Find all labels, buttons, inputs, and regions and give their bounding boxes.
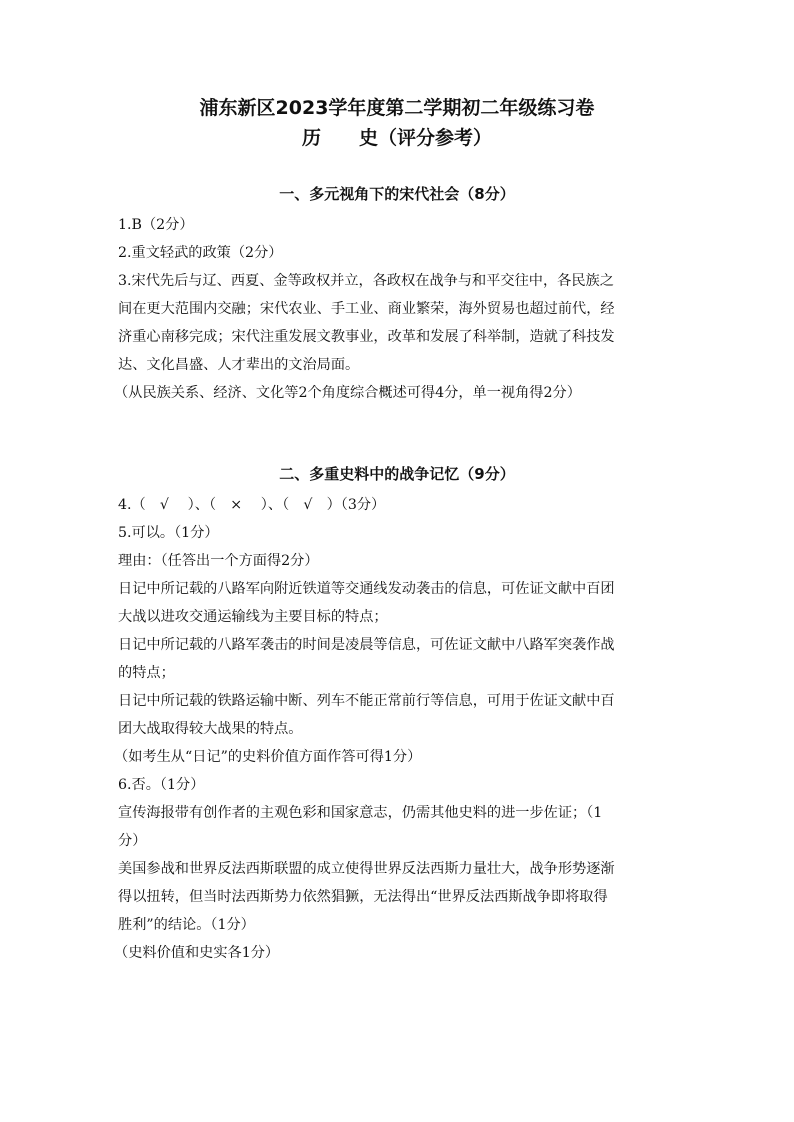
answer-line: 得以扭转，但当时法西斯势力依然猖獗，无法得出“世界反法西斯战争即将取得 bbox=[118, 889, 608, 905]
answer-line: 2.重文轻武的政策（2分） bbox=[118, 245, 283, 261]
section-body-song-society bbox=[114, 211, 680, 407]
answer-line: 团大战取得较大战果的特点。 bbox=[118, 721, 303, 737]
scoring-note: （从民族关系、经济、文化等2个角度综合概述可得4分，单一视角得2分） bbox=[114, 385, 581, 401]
answer-line: 胜利”的结论。（1分） bbox=[118, 917, 255, 933]
answer-line: 3.宋代先后与辽、西夏、金等政权并立，各政权在战争与和平交往中，各民族之 bbox=[118, 273, 614, 289]
answer-line: 的特点； bbox=[118, 665, 175, 681]
answer-line: 分） bbox=[118, 833, 147, 849]
answer-line: 宣传海报带有创作者的主观色彩和国家意志，仍需其他史料的进一步佐证；（1 bbox=[118, 805, 603, 821]
answer-line: 达、文化昌盛、人才辈出的文治局面。 bbox=[118, 357, 360, 373]
answer-line: 日记中所记载的八路军袭击的时间是凌晨等信息，可佐证文献中八路军突袭作战 bbox=[118, 637, 615, 653]
answer-line: 日记中所记载的八路军向附近铁道等交通线发动袭击的信息，可佐证文献中百团 bbox=[118, 581, 615, 597]
answer-line: 间在更大范围内交融；宋代农业、手工业、商业繁荣，海外贸易也超过前代，经 bbox=[118, 301, 615, 317]
answer-line: 1.B（2分） bbox=[118, 217, 194, 233]
answer-line: 6.否。（1分） bbox=[118, 777, 205, 793]
section-heading-song-society: 一、多元视角下的宋代社会（8分） bbox=[279, 185, 515, 203]
section-heading-war-memory: 二、多重史料中的战争记忆（9分） bbox=[279, 465, 515, 483]
scoring-note: （如考生从“日记”的史料价值方面作答可得1分） bbox=[114, 749, 422, 765]
answer-line: 理由：（任答出一个方面得2分） bbox=[118, 553, 319, 569]
answer-line: 美国参战和世界反法西斯联盟的成立使得世界反法西斯力量壮大，战争形势逐渐 bbox=[118, 861, 615, 877]
answer-line: 济重心南移完成；宋代注重发展文教事业，改革和发展了科举制，造就了科技发 bbox=[118, 329, 615, 345]
exam-subtitle: 历 史（评分参考） bbox=[301, 127, 492, 149]
exam-title: 浦东新区2023学年度第二学期初二年级练习卷 bbox=[199, 97, 595, 119]
answer-line: 5.可以。（1分） bbox=[118, 525, 219, 541]
scoring-note: （史料价值和史实各1分） bbox=[114, 945, 280, 961]
answer-line: 日记中所记载的铁路运输中断、列车不能正常前行等信息，可用于佐证文献中百 bbox=[118, 693, 615, 709]
section-body-war-memory bbox=[114, 491, 680, 967]
answer-line: 大战以进攻交通运输线为主要目标的特点； bbox=[118, 609, 388, 625]
answer-line: 4.（ √ ）、（ × ）、（ √ ）（3分） bbox=[118, 497, 386, 513]
